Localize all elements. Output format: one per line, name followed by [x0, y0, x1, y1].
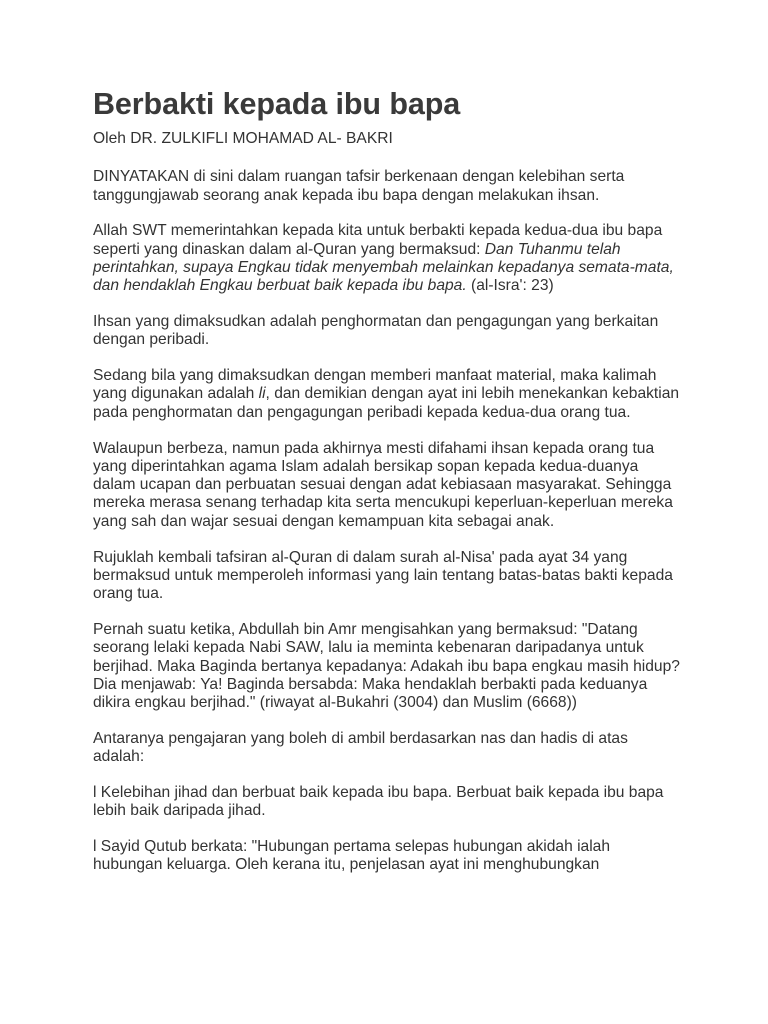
paragraph-1: DINYATAKAN di sini dalam ruangan tafsir berkenaan dengan kelebihan serta tanggungjawab seorang anak kepada ibu bapa dengan melakukan ihsan.	[93, 168, 625, 204]
paragraph-10: l Sayid Qutub berkata: "Hubungan pertama selepas hubungan akidah ialah hubungan keluarga. Oleh kerana itu, penjelasan ayat ini menghubungkan	[93, 838, 611, 874]
paragraph-2-text-start: Allah SWT memerintahkan kepada kita untuk berbakti kepada kedua-dua ibu bapa seperti yang dinaskan dalam al-Quran yang bermaksud:	[93, 222, 663, 258]
paragraph-2-text-end: (al-Isra': 23)	[466, 277, 554, 295]
paragraph-4-text-end: , dan demikian dengan ayat ini lebih menekankan kebaktian pada penghormatan dan pengagungan peribadi kepada kedua-dua orang tua.	[93, 385, 680, 421]
article-title: Berbakti kepada ibu bapa	[93, 87, 461, 121]
paragraph-7: Pernah suatu ketika, Abdullah bin Amr mengisahkan yang bermaksud: "Datang seorang lelaki kepada Nabi SAW, lalu ia meminta kebenaran daripadanya untuk berjihad. Maka Baginda bertanya kepadanya: Adakah ibu bapa engkau masih hidup? Dia menjawab: Ya! Baginda bersabda: Maka hendaklah berbakti pada keduanya dikira engkau berjihad." (riwayat al-Bukahri (3004) dan Muslim (6668))	[93, 620, 680, 712]
paragraph-4-text-start: Sedang bila yang dimaksudkan dengan memberi manfaat material, maka kalimah yang digunakan adalah	[93, 367, 657, 403]
paragraph-5: Walaupun berbeza, namun pada akhirnya mesti difahami ihsan kepada orang tua yang diperintahkan agama Islam adalah bersikap sopan kepada kedua-duanya dalam ucapan dan perbuatan sesuai dengan adat kebiasaan masyarakat. Sehingga mereka merasa senang terhadap kita serta mencukupi keperluan-keperluan mereka yang sah dan wajar sesuai dengan kemampuan kita sebagai anak.	[93, 439, 673, 530]
paragraph-6: Rujuklah kembali tafsiran al-Quran di dalam surah al-Nisa' pada ayat 34 yang bermaksud untuk memperoleh informasi yang lain tentang batas-batas bakti kepada orang tua.	[93, 548, 673, 603]
paragraph-2	[93, 222, 683, 295]
paragraph-9: l Kelebihan jihad dan berbuat baik kepada ibu bapa. Berbuat baik kepada ibu bapa lebih baik daripada jihad.	[93, 784, 664, 820]
arabic-term: li	[258, 385, 266, 403]
paragraph-4	[93, 367, 683, 422]
paragraph-8: Antaranya pengajaran yang boleh di ambil berdasarkan nas dan hadis di atas adalah:	[93, 729, 628, 766]
article-byline: Oleh DR. ZULKIFLI MOHAMAD AL- BAKRI	[93, 130, 393, 147]
quran-quote: Dan Tuhanmu telah perintahkan, supaya Engkau tidak menyembah melainkan kepadanya semata-mata, dan hendaklah Engkau berbuat baik kepada ibu bapa.	[93, 240, 674, 295]
article	[93, 84, 683, 875]
paragraph-3: Ihsan yang dimaksudkan adalah penghormatan dan pengagungan yang berkaitan dengan peribadi.	[93, 313, 659, 349]
